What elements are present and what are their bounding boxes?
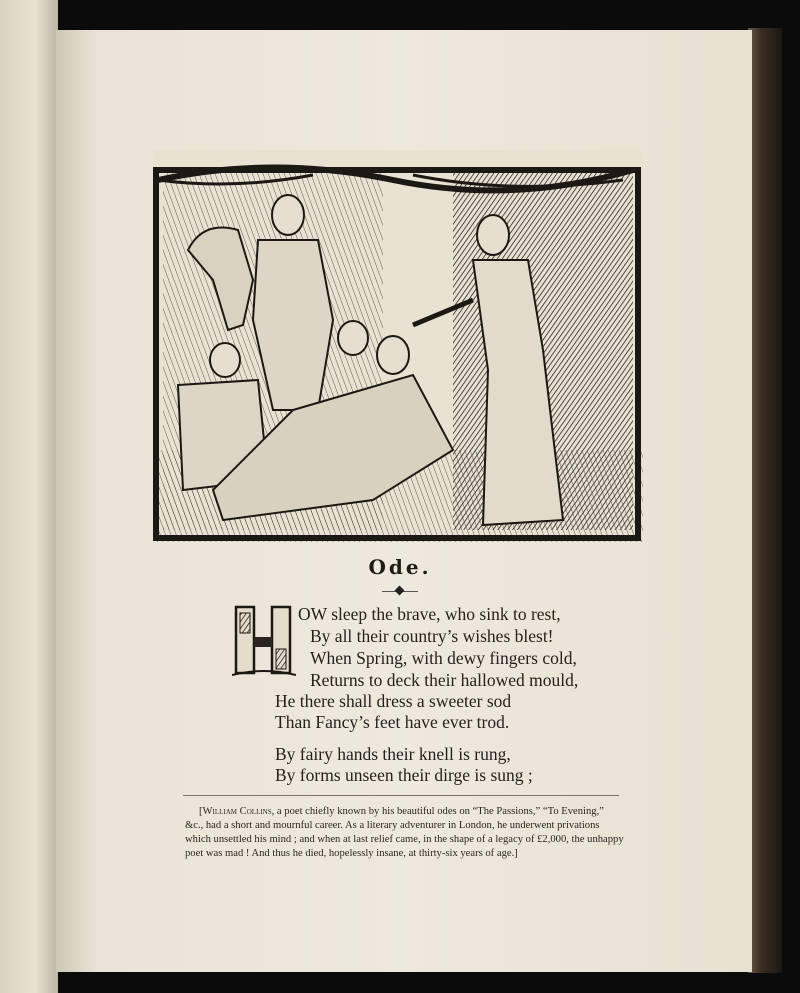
poem-line: By fairy hands their knell is rung, <box>275 744 511 764</box>
footnote-text: , a poet chiefly known by his beautiful odes on “The Passions,” “To Evening,” <box>271 806 604 817</box>
poem-line: Returns to deck their hallowed mould, <box>310 670 579 690</box>
poem-line: By all their country’s wishes blest! <box>310 626 554 646</box>
footnote-line <box>199 806 635 817</box>
engraving-illustration <box>153 150 643 542</box>
book-cover-edge <box>748 28 782 973</box>
poem-line: By forms unseen their dirge is sung ; <box>275 765 533 785</box>
drop-cap-letter <box>232 605 296 679</box>
poem-line: When Spring, with dewy fingers cold, <box>310 648 577 668</box>
footnote-line: &c., had a short and mournful career. As a literary adventurer in London, he underwent privations <box>185 820 600 831</box>
footnote-rule <box>183 795 619 796</box>
footnote-line: which unsettled his mind ; and when at last relief came, in the shape of a legacy of £2,000, the unhappy <box>185 834 624 845</box>
poem-line: OW sleep the brave, who sink to rest, <box>298 604 561 624</box>
poem-line: Than Fancy’s feet have ever trod. <box>275 712 510 732</box>
left-page-edge <box>0 0 58 993</box>
poem-line: He there shall dress a sweeter sod <box>275 691 512 711</box>
footnote-author: [William Collins <box>199 806 272 817</box>
poem-title: Ode. <box>368 555 432 579</box>
footnote-line: poet was mad ! And thus he died, hopelessly insane, at thirty-six years of age.] <box>185 848 518 859</box>
